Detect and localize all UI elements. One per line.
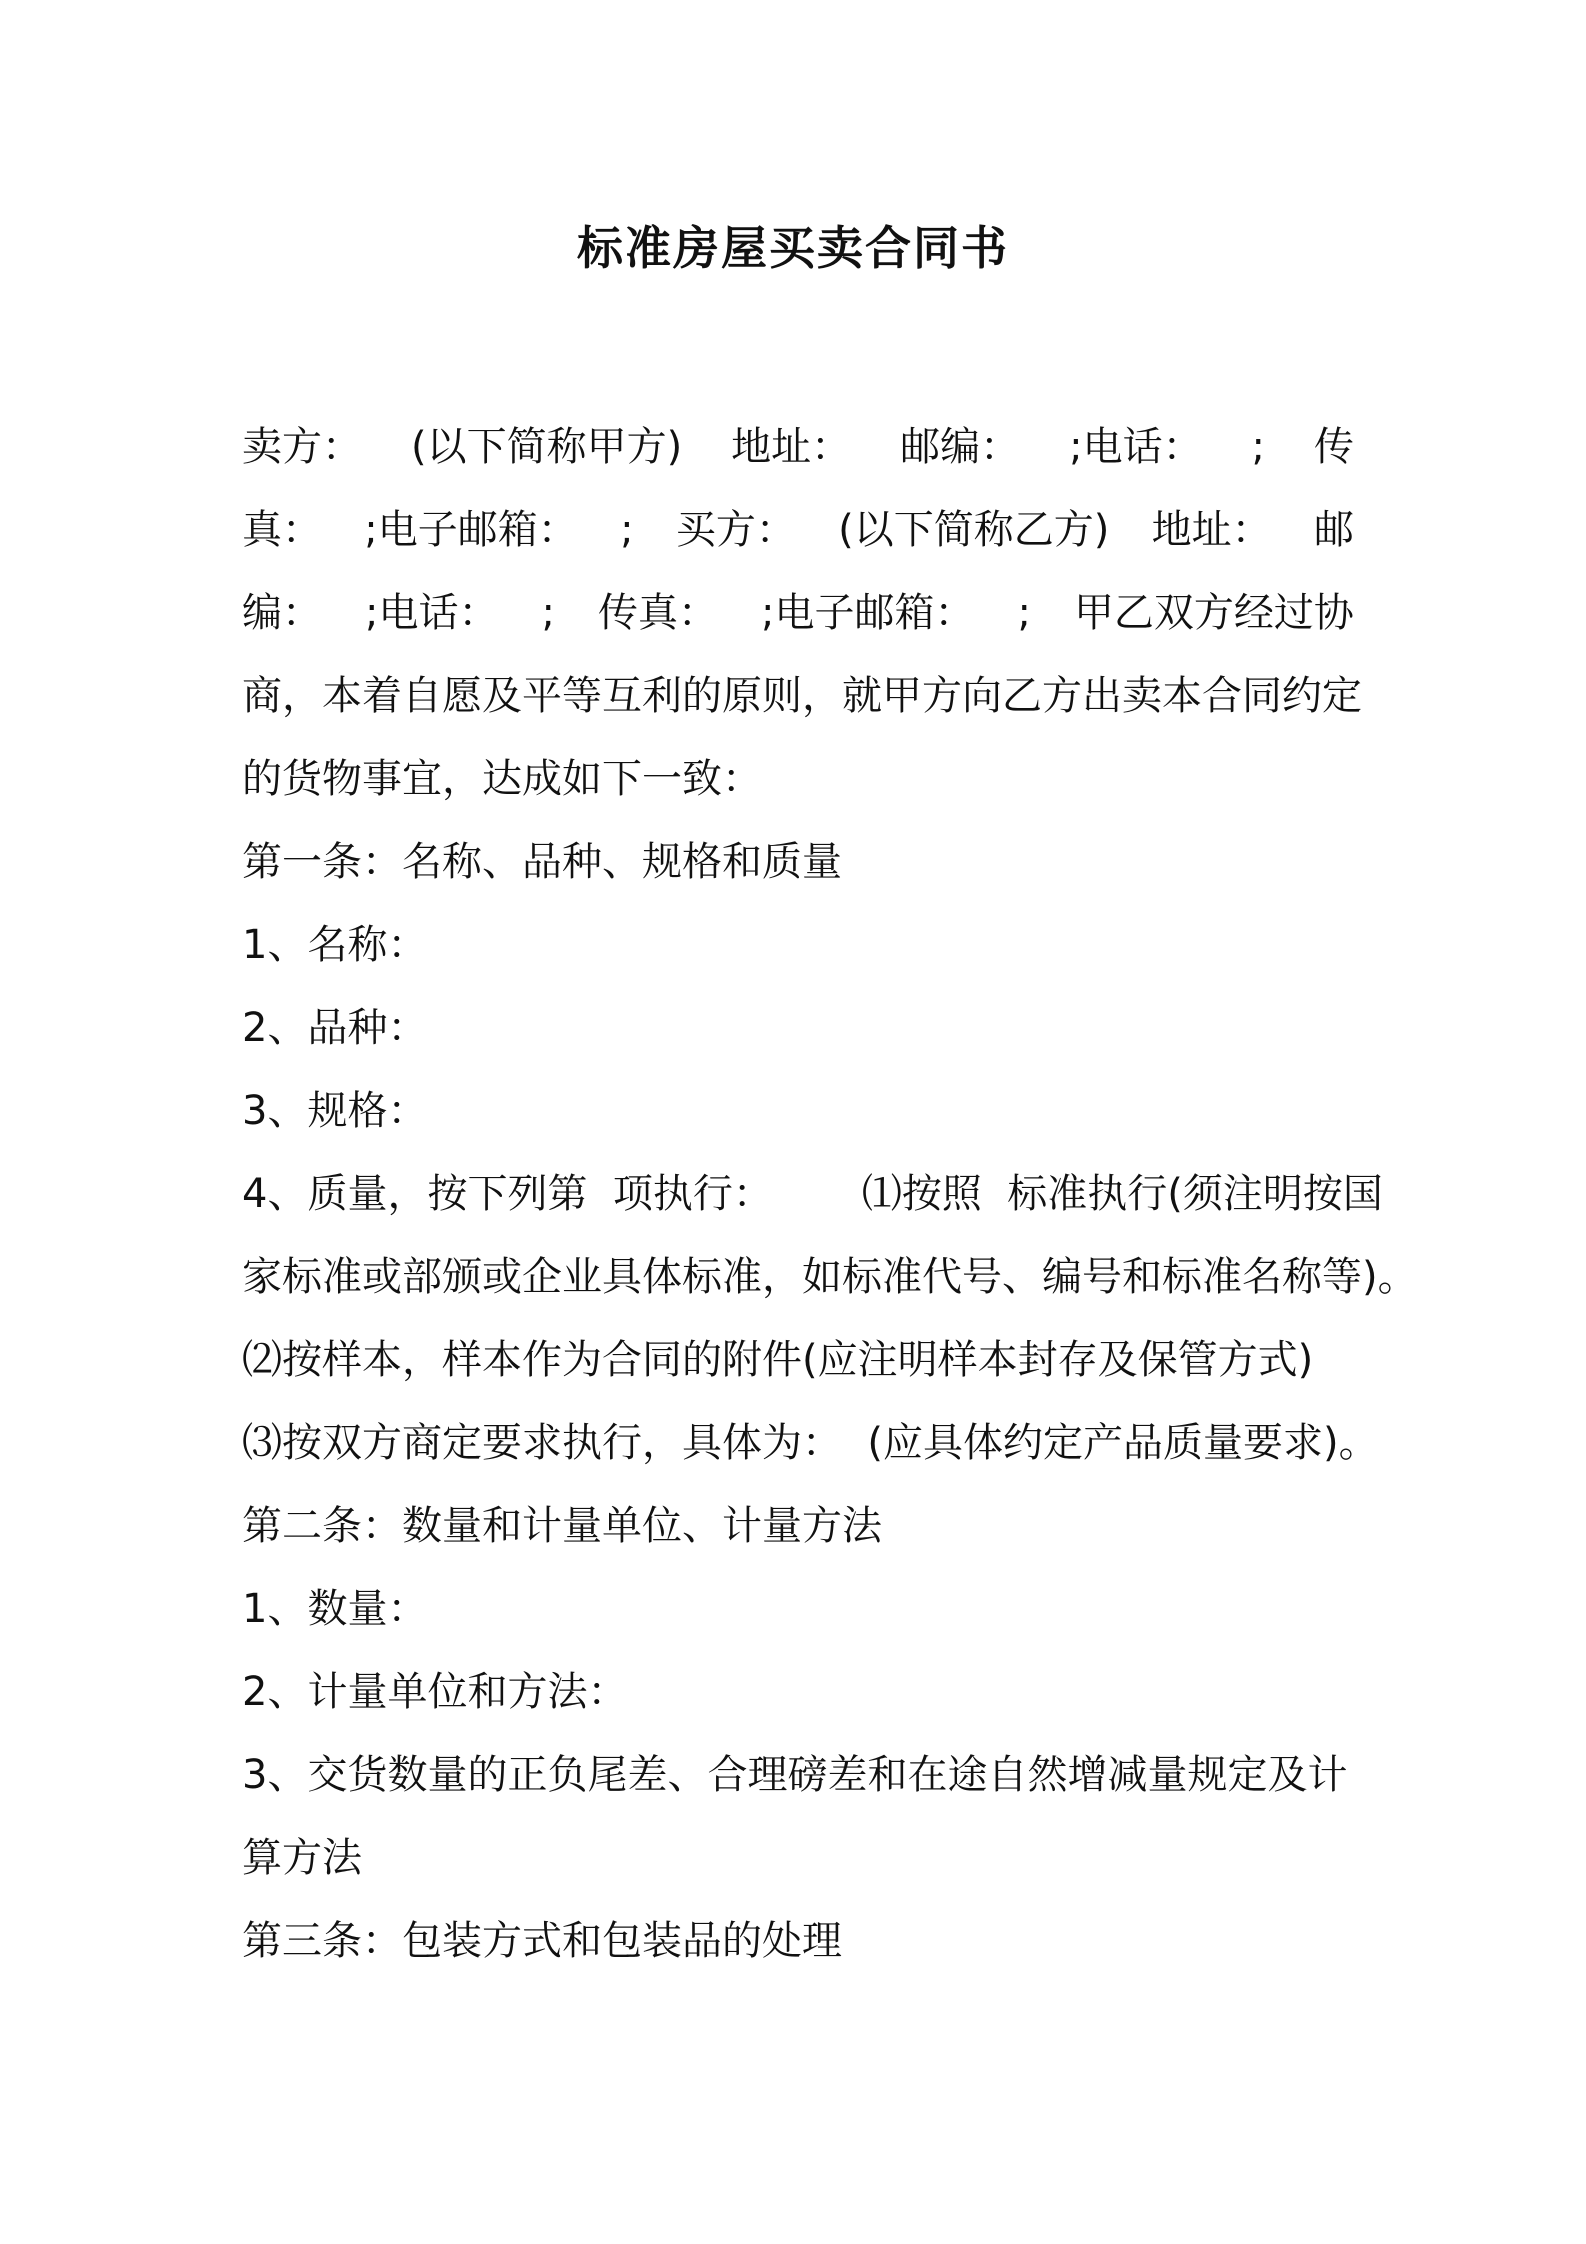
text-separator: ; <box>1251 424 1266 470</box>
text-phone-label: ;电话： <box>365 590 499 636</box>
text-separator: ; <box>620 507 634 553</box>
article-1-item-name: 1、名称： <box>242 922 428 968</box>
text-fax-end: 真： <box>242 507 322 553</box>
article-2-item-quantity: 1、数量： <box>242 1586 428 1632</box>
text-separator: ; <box>1017 590 1031 636</box>
document-title: 标准房屋买卖合同书 <box>577 221 1009 275</box>
text-seller-note: (以下简称甲方) <box>410 424 683 470</box>
article-1-item-quality: 4、质量，按下列第 项执行： ⑴按照 标准执行(须注明按国 <box>242 1171 1383 1217</box>
text-postcode-label: 邮编： <box>900 424 1021 470</box>
document-body <box>242 406 1418 1983</box>
article-1-item-spec: 3、规格： <box>242 1088 428 1134</box>
article-1-quality-option-2: ⑵按样本，样本作为合同的附件(应注明样本封存及保管方式) <box>242 1337 1314 1383</box>
text-agreement-body: 商，本着自愿及平等互利的原则，就甲方向乙方出卖本合同约定 <box>242 673 1362 719</box>
article-2-item-tolerance-cont: 算方法 <box>242 1835 362 1881</box>
article-3-heading: 第三条：包装方式和包装品的处理 <box>242 1918 842 1964</box>
intro-line-2 <box>242 489 1354 572</box>
text-email-label: ;电子邮箱： <box>760 590 975 636</box>
article-2-item-tolerance: 3、交货数量的正负尾差、合理磅差和在途自然增减量规定及计 <box>242 1752 1348 1798</box>
text-separator: ; <box>541 590 555 636</box>
article-1-quality-option-3: ⑶按双方商定要求执行，具体为： (应具体约定产品质量要求)。 <box>242 1420 1379 1466</box>
text-agreement-start: 甲乙双方经过协 <box>1073 590 1354 636</box>
text-address-label: 地址： <box>1151 507 1272 553</box>
text-buyer-note: (以下简称乙方) <box>838 507 1110 553</box>
intro-line-4 <box>242 655 1362 738</box>
text-address-label: 地址： <box>731 424 852 470</box>
article-1-heading: 第一条：名称、品种、规格和质量 <box>242 839 842 885</box>
text-fax-start: 传 <box>1314 424 1354 470</box>
text-seller-label: 卖方： <box>242 424 362 470</box>
text-postcode-start: 邮 <box>1313 507 1354 553</box>
text-buyer-label: 买方： <box>675 507 796 553</box>
text-fax-label: 传真： <box>597 590 718 636</box>
text-phone-label: ;电话： <box>1069 424 1203 470</box>
intro-line-3 <box>242 572 1354 655</box>
article-2-item-unit: 2、计量单位和方法： <box>242 1669 628 1715</box>
text-email-label: ;电子邮箱： <box>364 507 578 553</box>
article-1-item-variety: 2、品种： <box>242 1005 428 1051</box>
text-postcode-end: 编： <box>242 590 322 636</box>
article-1-quality-line-2: 家标准或部颁或企业具体标准，如标准代号、编号和标准名称等)。 <box>242 1254 1418 1300</box>
article-2-heading: 第二条：数量和计量单位、计量方法 <box>242 1503 882 1549</box>
intro-line-5: 的货物事宜，达成如下一致： <box>242 756 762 802</box>
intro-line-1 <box>242 406 1354 489</box>
